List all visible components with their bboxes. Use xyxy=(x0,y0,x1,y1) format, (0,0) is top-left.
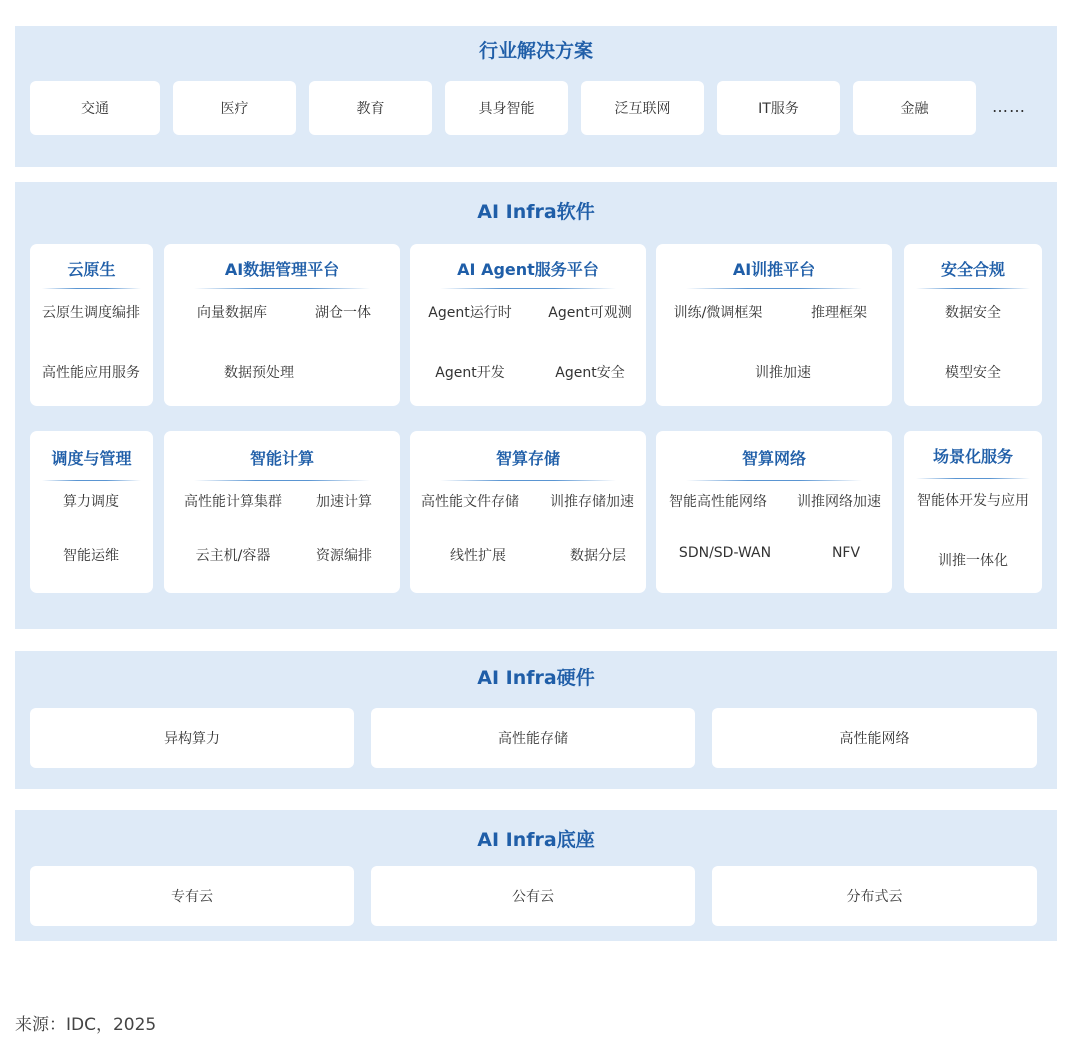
base-band xyxy=(15,810,1057,941)
industry-item-internet: 泛互联网 xyxy=(581,81,704,135)
hardware-title: AI Infra硬件 xyxy=(477,667,595,689)
industry-solutions-band xyxy=(15,26,1057,167)
base-title: AI Infra底座 xyxy=(477,829,595,851)
card-ai-agent-platform: AI Agent服务平台 Agent运行时 Agent可观测 Agent开发 Agent安全 xyxy=(410,244,646,406)
source-note: 来源：IDC，2025 xyxy=(15,1015,157,1035)
card-ai-storage: 智算存储 高性能文件存储 训推存储加速 线性扩展 数据分层 xyxy=(410,431,646,593)
hardware-item-hp-network: 高性能网络 xyxy=(712,708,1037,768)
industry-item-finance: 金融 xyxy=(853,81,976,135)
card-ai-training-inference-platform: AI训推平台 训练/微调框架 推理框架 训推加速 xyxy=(656,244,892,406)
hardware-item-heterogeneous-compute: 异构算力 xyxy=(30,708,354,768)
card-ai-data-platform: AI数据管理平台 向量数据库 湖仓一体 数据预处理 xyxy=(164,244,400,406)
card-cloud-native: 云原生 云原生调度编排 高性能应用服务 xyxy=(30,244,153,406)
card-scenario-services: 场景化服务 智能体开发与应用 训推一体化 xyxy=(904,431,1042,593)
industry-item-education: 教育 xyxy=(309,81,432,135)
card-intelligent-computing: 智能计算 高性能计算集群 加速计算 云主机/容器 资源编排 xyxy=(164,431,400,593)
card-security-compliance: 安全合规 数据安全 模型安全 xyxy=(904,244,1042,406)
industry-item-transport: 交通 xyxy=(30,81,160,135)
hardware-item-hp-storage: 高性能存储 xyxy=(371,708,695,768)
industry-item-medical: 医疗 xyxy=(173,81,296,135)
card-scheduling-management: 调度与管理 算力调度 智能运维 xyxy=(30,431,153,593)
card-ai-network: 智算网络 智能高性能网络 训推网络加速 SDN/SD-WAN NFV xyxy=(656,431,892,593)
base-item-private-cloud: 专有云 xyxy=(30,866,354,926)
industry-item-embodied-ai: 具身智能 xyxy=(445,81,568,135)
industry-more-ellipsis: …… xyxy=(992,97,1026,116)
industry-item-it-services: IT服务 xyxy=(717,81,840,135)
industry-solutions-title: 行业解决方案 xyxy=(478,40,593,62)
software-title: AI Infra软件 xyxy=(477,201,595,223)
software-band xyxy=(15,182,1057,629)
base-item-distributed-cloud: 分布式云 xyxy=(712,866,1037,926)
base-item-public-cloud: 公有云 xyxy=(371,866,695,926)
hardware-band xyxy=(15,651,1057,789)
